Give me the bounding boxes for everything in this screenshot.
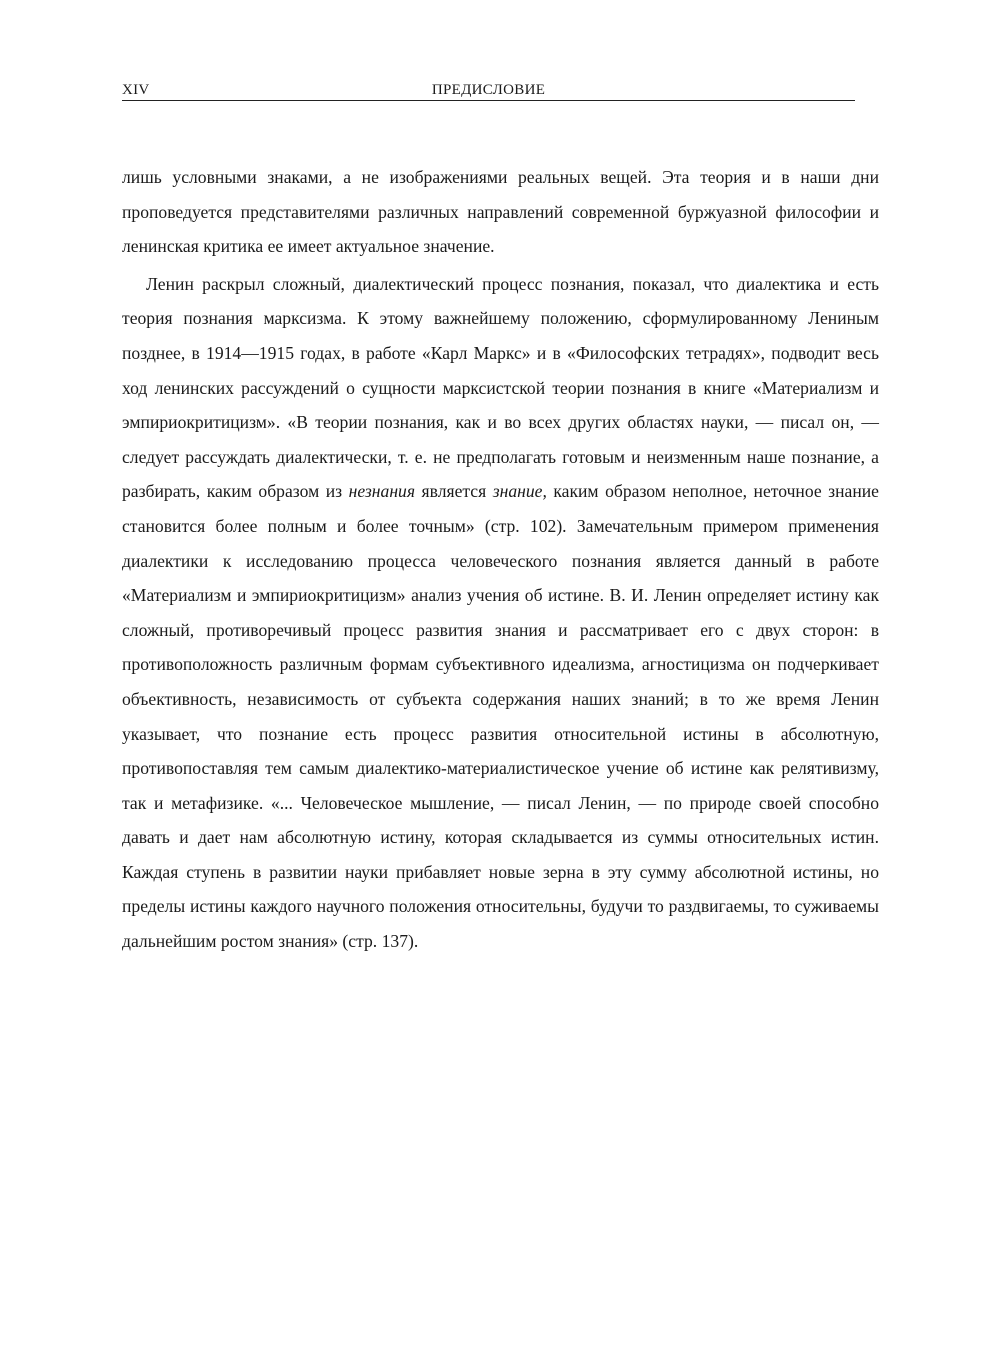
paragraph-1: [122, 160, 879, 264]
paragraph-2-text-c: каким образом неполное, неточное знание становится более полным и более точным» (стр. 102). Замечательным примером применения диалектики к исследованию процесса человеческого познания является данный в работе «Материализм и эмпириокритицизм» анализ учения об истине. В. И. Ленин определяет истину как сложный, противоречивый процесс развития знания и рассматривает его с двух сторон: в противоположность различным формам субъективного идеализма, агностицизма он подчеркивает объективность, независимость от субъекта содержания наших знаний; в то же время Ленин указывает, что познание есть процесс развития относительной истины в абсолютную, противопоставляя тем самым диалектико-материалистическое учение об истине как релятивизму, так и метафизике. «... Человеческое мышление, — писал Ленин, — по природе своей способно давать и дает нам абсолютную истину, которая складывается из суммы относительных истин. Каждая ступень в развитии науки прибавляет новые зерна в эту сумму абсолютной истины, но пределы истины каждого научного положения относительны, будучи то раздвигаемы, то суживаемы дальнейшим ростом знания» (стр. 137).: [122, 481, 879, 952]
running-header: [122, 80, 855, 101]
paragraph-2-text-b: является: [415, 481, 493, 502]
emphasis-znanie: знание,: [492, 481, 547, 502]
emphasis-neznaniya: незнания: [348, 481, 416, 502]
paragraph-1-text: лишь условными знаками, а не изображениями реальных вещей. Эта теория и в наши дни проповедуется представителями различных направлений современной буржуазной философии и ленинская критика ее имеет актуальное значение.: [122, 167, 879, 257]
paragraph-2-text-a: Ленин раскрыл сложный, диалектический процесс познания, показал, что диалектика и есть теория познания марксизма. К этому важнейшему положению, сформулированному Лениным позднее, в 1914—1915 годах, в работе «Карл Маркс» и в «Философских тетрадях», подводит весь ход ленинских рассуждений о сущности марксистской теории познания в книге «Материализм и эмпириокритицизм». «В теории познания, как и во всех других областях науки, — писал он, — следует рассуждать диалектически, т. е. не предполагать готовым и неизменным наше познание, а разбирать, каким образом из: [122, 273, 879, 502]
paragraph-2: [122, 267, 879, 959]
header-title: ПРЕДИСЛОВИЕ: [431, 82, 546, 98]
body-text: [122, 160, 879, 959]
page-number: XIV: [122, 82, 150, 98]
